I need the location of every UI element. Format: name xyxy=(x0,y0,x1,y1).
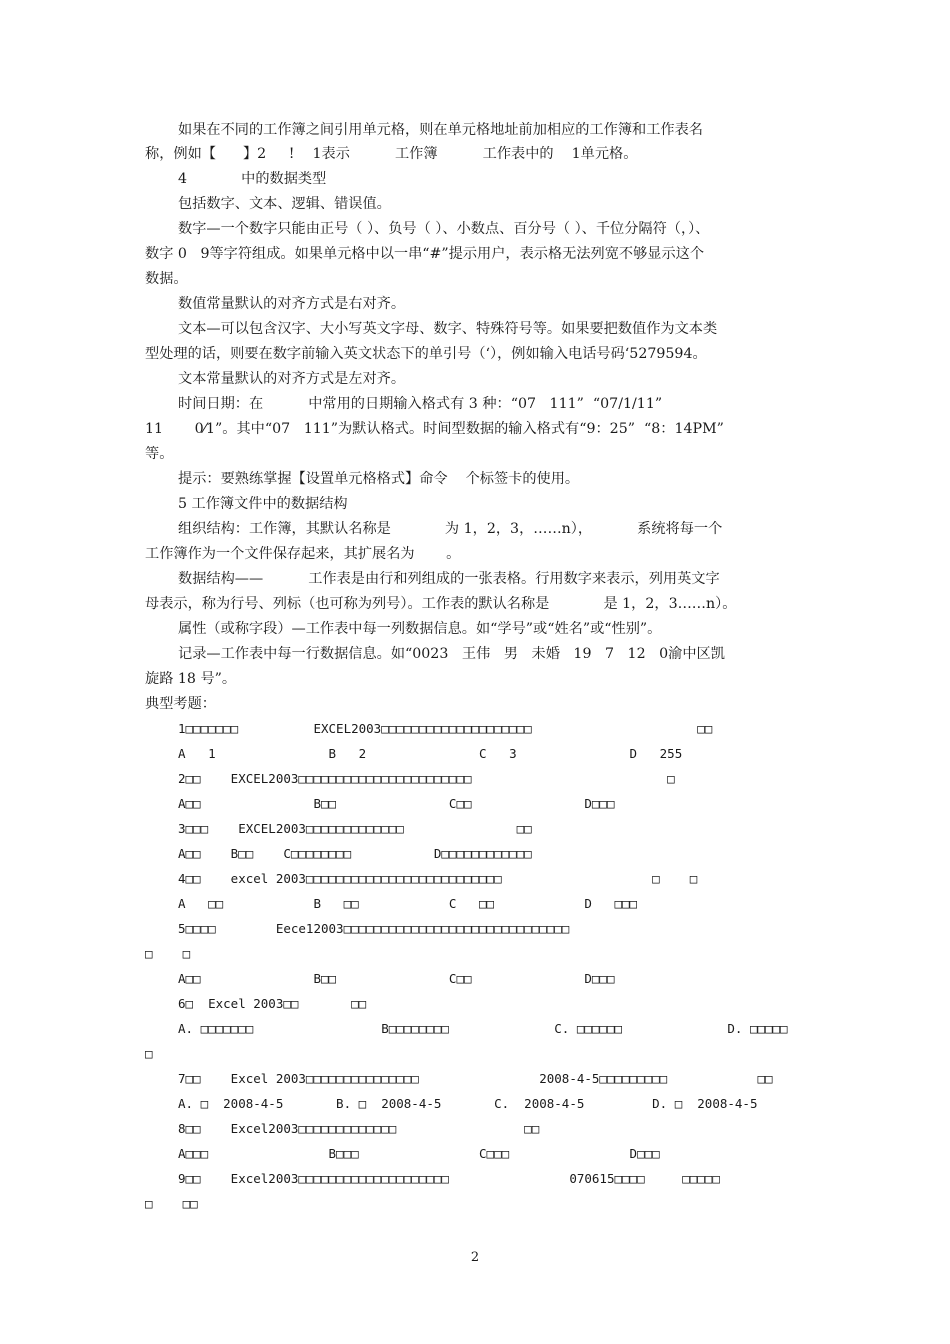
question-line: 5□□□□ Eece12003□□□□□□□□□□□□□□□□□□□□□□□□□□□□□□ xyxy=(178,921,570,936)
text-line: 文本—可以包含汉字、大小写英文字母、数字、特殊符号等。如果要把数值作为文本类 xyxy=(178,321,718,337)
text-line: 数据。 xyxy=(145,271,188,287)
option-line: A □□ B □□ C □□ D □□□ xyxy=(178,896,638,911)
text-line: 记录—工作表中每一行数据信息。如“0023 王伟 男 未婚 19 7 12 0渝中区凯 xyxy=(178,646,725,662)
question-line: 8□□ Excel2003□□□□□□□□□□□□□ □□ xyxy=(178,1121,540,1136)
question-line: □ □□ xyxy=(145,1196,198,1211)
text-line: 时间日期：在 中常用的日期输入格式有 3 种：“07 111” “07/1/11” xyxy=(178,396,663,412)
tip-line: 提示：要熟练掌握【设置单元格格式】命令 个标签卡的使用。 xyxy=(178,471,580,487)
question-line: □ □ xyxy=(145,946,191,961)
question-line: 6□ Excel 2003□□ □□ xyxy=(178,996,367,1011)
text-line: 母表示，称为行号、列标（也可称为列号）。工作表的默认名称是 是 1，2，3……n）。 xyxy=(145,596,737,612)
option-line: A□□ B□□ C□□ D□□□ xyxy=(178,971,615,986)
text-line: 工作簿作为一个文件保存起来，其扩展名为 。 xyxy=(145,546,461,562)
text-line: 属性（或称字段）—工作表中每一列数据信息。如“学号”或“姓名”或“性别”。 xyxy=(178,621,662,637)
section-heading: 4 中的数据类型 xyxy=(178,171,327,187)
option-line: A 1 B 2 C 3 D 255 xyxy=(178,746,683,761)
text-line: 包括数字、文本、逻辑、错误值。 xyxy=(178,196,391,212)
option-line: A. □□□□□□□ B□□□□□□□□ C. □□□□□□ D. □□□□□ xyxy=(178,1021,788,1036)
text-line: 文本常量默认的对齐方式是左对齐。 xyxy=(178,371,406,387)
section-heading: 5 工作簿文件中的数据结构 xyxy=(178,496,348,512)
text-line: 旋路 18 号”。 xyxy=(145,671,237,687)
text-line: 型处理的话，则要在数字前输入英文状态下的单引号（‘），例如输入电话号码‘5279594。 xyxy=(145,346,707,362)
option-line: A□□ B□□ C□□ D□□□ xyxy=(178,796,615,811)
option-line: A. □ 2008-4-5 B. □ 2008-4-5 C. 2008-4-5 D. □ 2008-4-5 xyxy=(178,1096,758,1111)
question-line: 7□□ Excel 2003□□□□□□□□□□□□□□□ 2008-4-5□□□□□□□□□ □□ xyxy=(178,1071,773,1086)
question-line: 1□□□□□□□ EXCEL2003□□□□□□□□□□□□□□□□□□□□ □□ xyxy=(178,721,713,736)
question-line: 9□□ Excel2003□□□□□□□□□□□□□□□□□□□□ 070615□□□□ □□□□□ xyxy=(178,1171,720,1186)
text-line: 11 0⁄1”。其中“07 111”为默认格式。时间型数据的输入格式有“9：25” “8：14PM” xyxy=(145,421,724,437)
text-line: 数据结构—— 工作表是由行和列组成的一张表格。行用数字来表示，列用英文字 xyxy=(178,571,720,587)
text-line: 组织结构：工作簿，其默认名称是 为 1，2，3，……n）， 系统将每一个 xyxy=(178,521,723,537)
page-number: 2 xyxy=(470,1250,480,1265)
text-line: 如果在不同的工作簿之间引用单元格，则在单元格地址前加相应的工作簿和工作表名 xyxy=(178,122,703,138)
text-line: 等。 xyxy=(145,446,174,462)
option-line: A□□□ B□□□ C□□□ D□□□ xyxy=(178,1146,660,1161)
text-line: 数字 0 9等字符组成。如果单元格中以一串“#”提示用户，表示格无法列宽不够显示这个 xyxy=(145,246,705,262)
option-line: □ xyxy=(145,1046,153,1061)
text-line: 数字—一个数字只能由正号（ ）、负号（ ）、小数点、百分号（ ）、千位分隔符（，）、 xyxy=(178,221,710,237)
question-line: 2□□ EXCEL2003□□□□□□□□□□□□□□□□□□□□□□□ □ xyxy=(178,771,675,786)
text-line: 数值常量默认的对齐方式是右对齐。 xyxy=(178,296,406,312)
section-heading: 典型考题： xyxy=(145,696,216,712)
text-line: 称，例如【 】2 ! 1表示 工作簿 工作表中的 1单元格。 xyxy=(145,146,638,162)
question-line: 3□□□ EXCEL2003□□□□□□□□□□□□□ □□ xyxy=(178,821,532,836)
question-line: 4□□ excel 2003□□□□□□□□□□□□□□□□□□□□□□□□□□ □ □ xyxy=(178,871,698,886)
option-line: A□□ B□□ C□□□□□□□□ D□□□□□□□□□□□□ xyxy=(178,846,532,861)
